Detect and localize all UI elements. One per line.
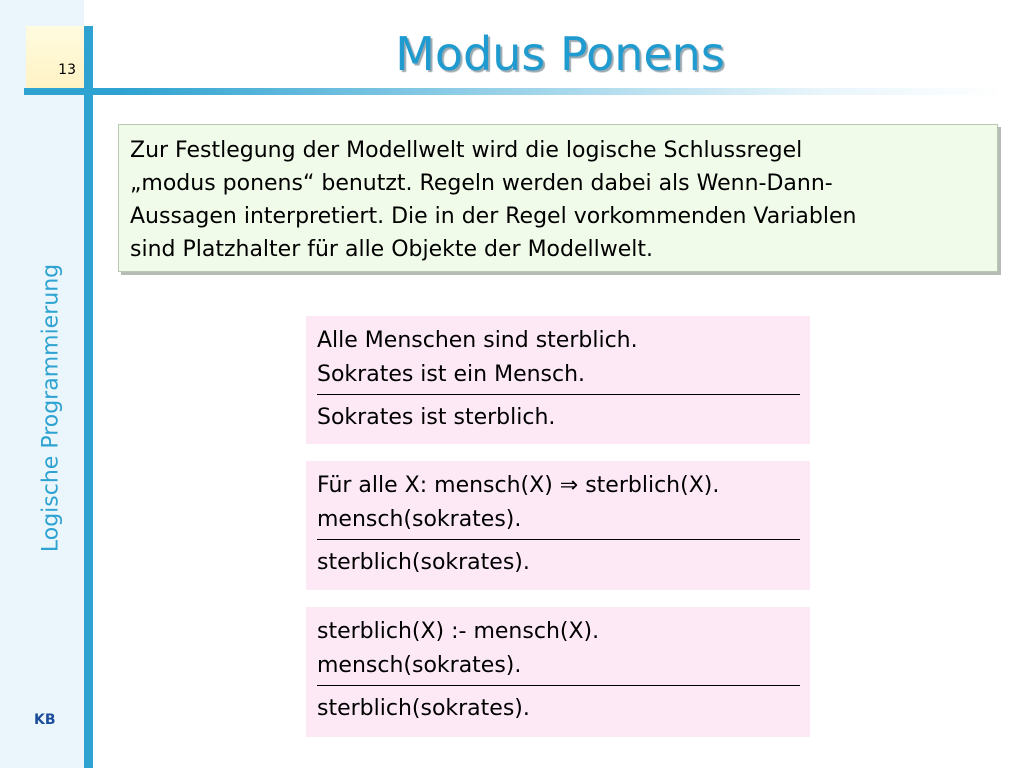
slide-title: Modus Ponens <box>395 27 725 81</box>
conclusion-line: sterblich(sokrates). <box>317 696 530 721</box>
premise-line: Sokrates ist ein Mensch. <box>317 362 586 387</box>
inference-line <box>317 539 800 540</box>
inference-line <box>317 394 800 395</box>
page-number-box <box>26 26 84 88</box>
intro-line: Aussagen interpretiert. Die in der Regel vorkommenden Variablen <box>130 204 857 229</box>
premise-line: sterblich(X) :- mensch(X). <box>317 619 600 644</box>
premise-line: mensch(sokrates). <box>317 653 522 678</box>
rule-box-natural-language <box>306 316 810 444</box>
conclusion-line: Sokrates ist sterblich. <box>317 405 556 430</box>
horizontal-accent-bar <box>24 88 1004 95</box>
intro-line: Zur Festlegung der Modellwelt wird die logische Schlussregel <box>130 138 803 163</box>
intro-box <box>118 124 998 272</box>
premise-line: mensch(sokrates). <box>317 507 522 532</box>
rule-box-prolog <box>306 607 810 737</box>
intro-line: sind Platzhalter für alle Objekte der Modellwelt. <box>130 237 653 262</box>
intro-line: „modus ponens“ benutzt. Regeln werden dabei als Wenn-Dann- <box>130 171 833 196</box>
page-number: 13 <box>58 62 76 78</box>
premise-line: Alle Menschen sind sterblich. <box>317 328 638 353</box>
rule-box-predicate-logic <box>306 461 810 590</box>
conclusion-line: sterblich(sokrates). <box>317 550 530 575</box>
footer-badge: KB <box>34 712 56 728</box>
inference-line <box>317 685 800 686</box>
premise-line: Für alle X: mensch(X) ⇒ sterblich(X). <box>317 473 720 498</box>
vertical-accent-bar <box>84 26 93 768</box>
sidebar-title: Logische Programmierung <box>38 263 64 553</box>
